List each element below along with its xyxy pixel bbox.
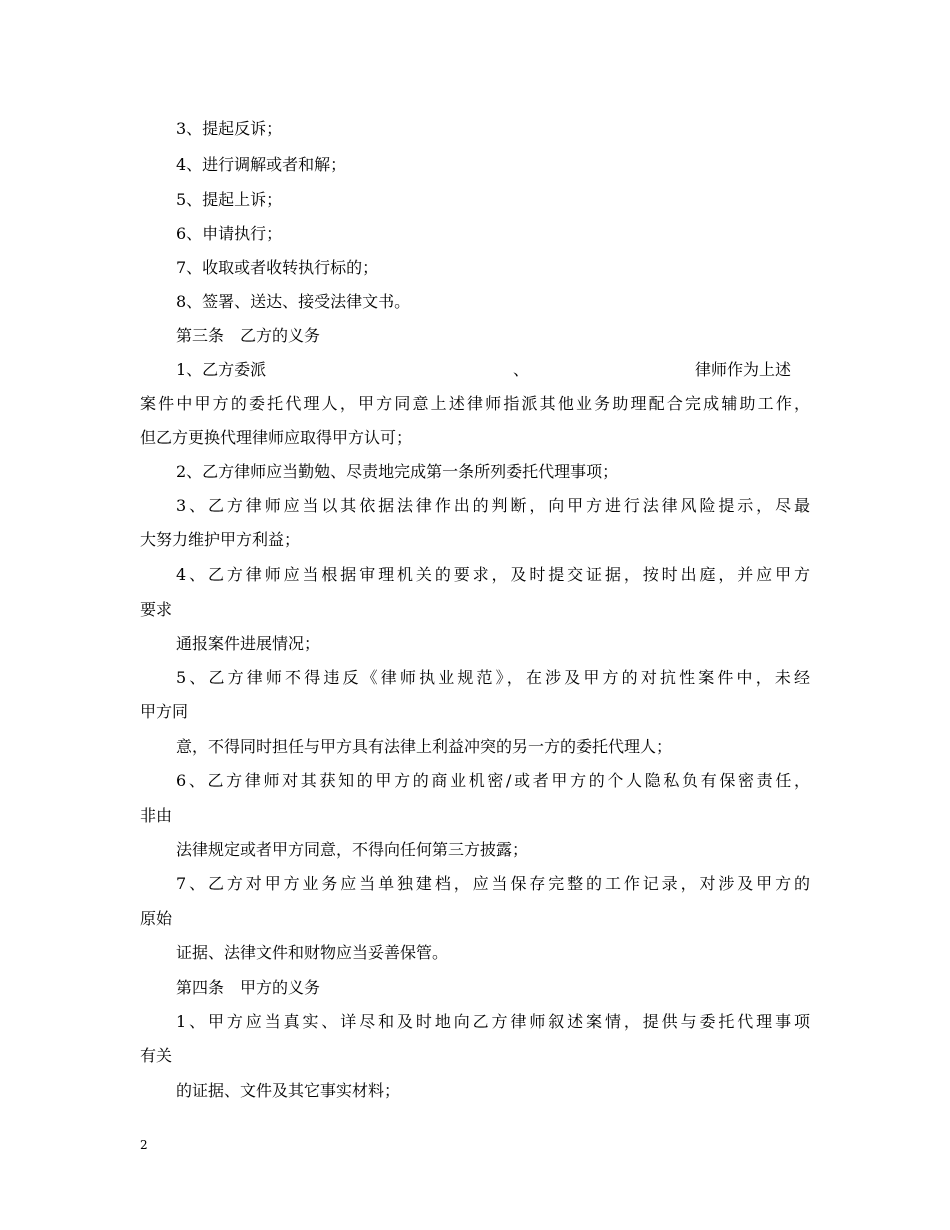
paragraph-line: 要求 xyxy=(140,600,173,619)
obligation-2: 2、乙方律师应当勤勉、尽责地完成第一条所列委托代理事项； xyxy=(176,462,619,481)
paragraph-line: 原始 xyxy=(140,909,173,928)
obligation-7: 7、乙方对甲方业务应当单独建档，应当保存完整的工作记录，对涉及甲方的 xyxy=(176,874,810,893)
client-obligation-1: 1、甲方应当真实、详尽和及时地向乙方律师叙述案情，提供与委托代理事项 xyxy=(176,1012,810,1031)
page-number: 2 xyxy=(140,1138,148,1152)
item-8-sign: 8、签署、送达、接受法律文书。 xyxy=(176,292,411,311)
item-6-execution: 6、申请执行； xyxy=(176,224,283,243)
assign-line-part2: 、 xyxy=(513,360,530,379)
paragraph-line: 意，不得同时担任与甲方具有法律上利益冲突的另一方的委托代理人； xyxy=(176,737,673,756)
paragraph-line: 的证据、文件及其它事实材料； xyxy=(176,1081,401,1100)
article-4-heading: 第四条 甲方的义务 xyxy=(176,978,321,997)
obligation-3: 3、乙方律师应当以其依据法律作出的判断，向甲方进行法律风险提示，尽最 xyxy=(176,496,810,515)
paragraph-line: 法律规定或者甲方同意，不得向任何第三方披露； xyxy=(176,840,529,859)
paragraph-line: 大努力维护甲方利益； xyxy=(140,530,301,549)
paragraph-line: 甲方同 xyxy=(140,702,189,721)
paragraph-line: 通报案件进展情况； xyxy=(176,634,321,653)
paragraph-line: 案件中甲方的委托代理人，甲方同意上述律师指派其他业务助理配合完成辅助工作， xyxy=(140,394,810,413)
item-5-appeal: 5、提起上诉； xyxy=(176,190,283,209)
paragraph-line: 非由 xyxy=(140,806,173,825)
item-4-mediation: 4、进行调解或者和解； xyxy=(176,155,347,174)
paragraph-line: 证据、法律文件和财物应当妥善保管。 xyxy=(176,943,449,962)
paragraph-line: 但乙方更换代理律师应取得甲方认可； xyxy=(140,428,413,447)
assign-line-part1: 1、乙方委派 xyxy=(176,360,267,379)
item-7-collect: 7、收取或者收转执行标的； xyxy=(176,258,379,277)
paragraph-line: 有关 xyxy=(140,1046,173,1065)
item-3-counterclaim: 3、提起反诉； xyxy=(176,119,283,138)
article-3-heading: 第三条 乙方的义务 xyxy=(176,326,321,345)
obligation-6: 6、乙方律师对其获知的甲方的商业机密/或者甲方的个人隐私负有保密责任， xyxy=(176,771,810,790)
assign-line-part3: 律师作为上述 xyxy=(695,360,792,379)
obligation-5: 5、乙方律师不得违反《律师执业规范》，在涉及甲方的对抗性案件中，未经 xyxy=(176,668,810,687)
obligation-4: 4、乙方律师应当根据审理机关的要求，及时提交证据，按时出庭，并应甲方 xyxy=(176,565,810,584)
